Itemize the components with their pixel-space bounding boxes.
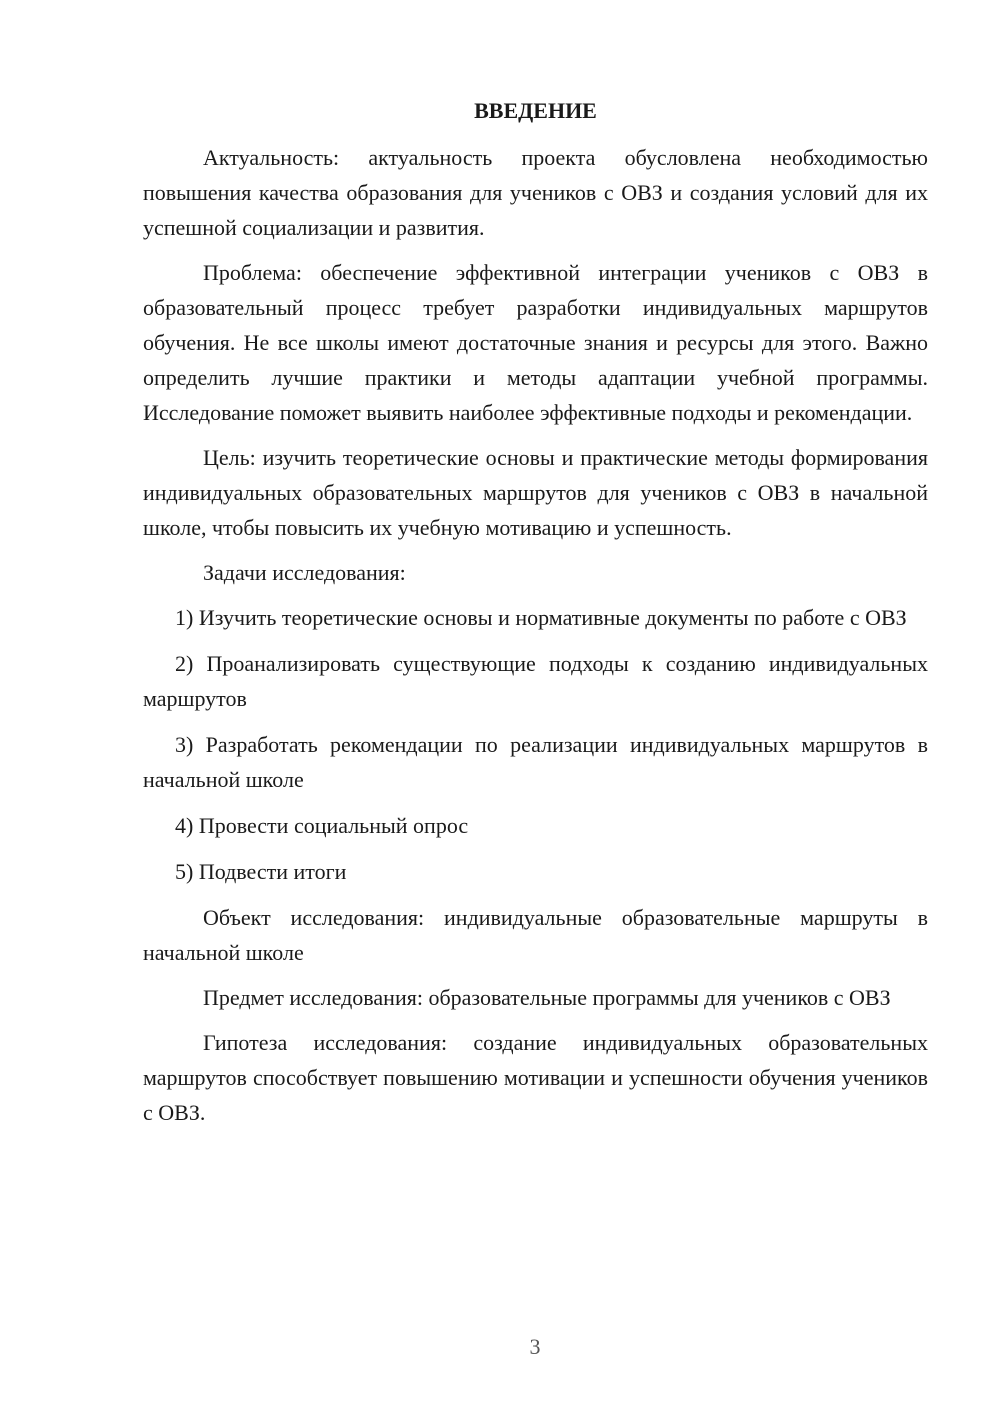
tasks-heading: Задачи исследования: (203, 560, 406, 585)
object-paragraph: Объект исследования: индивидуальные образовательные маршруты в начальной школе (143, 905, 928, 965)
problem-paragraph: Проблема: обеспечение эффективной интеграции учеников с ОВЗ в образовательный процесс требует разработки индивидуальных маршрутов обучения. Не все школы имеют достаточные знания и ресурсы для этого. Важно определить лучшие практики и методы адаптации учебной программы. Исследование поможет выявить наиболее эффективные подходы и рекомендации. (143, 260, 928, 425)
document-page (143, 94, 928, 1140)
page-number: 3 (529, 1334, 541, 1359)
task-item-4: 4) Провести социальный опрос (175, 813, 469, 838)
subject-paragraph: Предмет исследования: образовательные программы для учеников с ОВЗ (203, 985, 891, 1010)
task-item-1: 1) Изучить теоретические основы и нормативные документы по работе с ОВЗ (175, 605, 907, 630)
section-title: ВВЕДЕНИЕ (474, 98, 597, 123)
hypothesis-paragraph: Гипотеза исследования: создание индивидуальных образовательных маршрутов способствует повышению мотивации и успешности обучения учеников с ОВЗ. (143, 1030, 928, 1125)
task-item-5: 5) Подвести итоги (175, 859, 347, 884)
task-item-3: 3) Разработать рекомендации по реализации индивидуальных маршрутов в начальной школе (143, 732, 928, 792)
relevance-paragraph: Актуальность: актуальность проекта обусловлена необходимостью повышения качества образования для учеников с ОВЗ и создания условий для их успешной социализации и развития. (143, 145, 928, 240)
goal-paragraph: Цель: изучить теоретические основы и практические методы формирования индивидуальных образовательных маршрутов для учеников с ОВЗ в начальной школе, чтобы повысить их учебную мотивацию и успешность. (143, 445, 928, 540)
task-item-2: 2) Проанализировать существующие подходы к созданию индивидуальных маршрутов (143, 651, 928, 711)
